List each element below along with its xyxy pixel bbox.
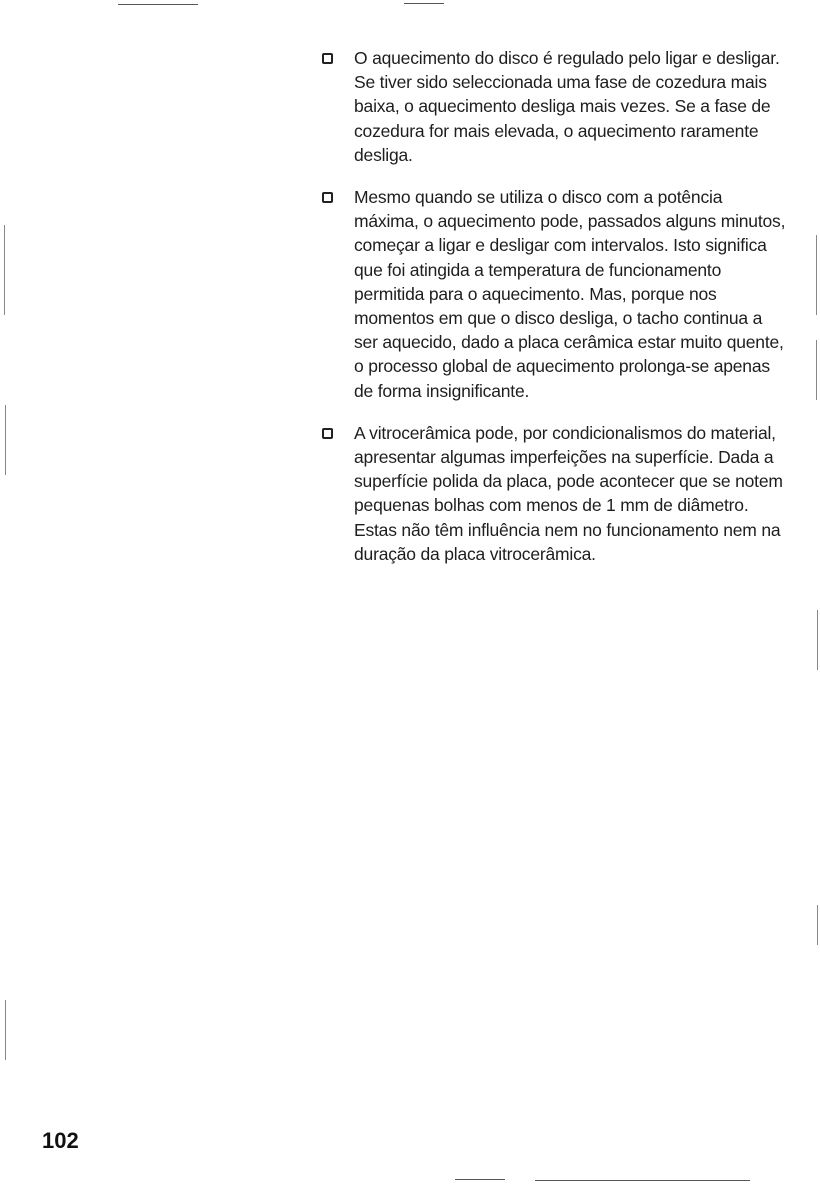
scan-edge <box>4 225 5 315</box>
list-item-text: Mesmo quando se utiliza o disco com a potência máxima, o aquecimento pode, passados alguns minutos, começar a ligar e desligar com intervalos. Isto significa que foi atingida a temperatura de funcionamento permitida para o aquecimento. Mas, porque nos momentos em que o disco desliga, o tacho continua a ser aquecido, dado a placa cerâmica estar muito quente, o processo global de aquecimento prolonga-se apenas de forma insignificante. <box>354 187 786 401</box>
list-item <box>320 421 790 566</box>
checkbox-bullet-icon <box>322 428 333 439</box>
page-number: 102 <box>42 1128 79 1153</box>
list-item-text: A vitrocerâmica pode, por condicionalismos do material, apresentar algumas imperfeições na superfície. Dada a superfície polida da placa, pode acontecer que se notem pequenas bolhas com menos de 1 mm de diâmetro. Estas não têm influência nem no funcionamento nem na duração da placa vitrocerâmica. <box>354 422 783 564</box>
scan-edge <box>816 340 817 400</box>
list-item <box>320 46 790 167</box>
scan-edge <box>5 1000 6 1060</box>
scan-edge <box>816 235 817 315</box>
list-item-text: O aquecimento do disco é regulado pelo ligar e desligar. Se tiver sido seleccionada uma fase de cozedura mais baixa, o aquecimento desliga mais vezes. Se a fase de cozedura for mais elevada, o aquecimento raramente desliga. <box>354 48 780 165</box>
list-item <box>320 185 790 403</box>
scan-mark <box>455 1179 505 1180</box>
checkbox-bullet-icon <box>322 53 333 64</box>
scan-mark <box>404 3 444 4</box>
scan-edge <box>5 405 6 475</box>
checkbox-bullet-icon <box>322 192 333 203</box>
scan-edge <box>817 610 818 670</box>
bullet-list <box>320 46 790 584</box>
scan-mark <box>118 4 198 5</box>
scan-mark <box>535 1180 750 1181</box>
scan-edge <box>817 905 818 945</box>
